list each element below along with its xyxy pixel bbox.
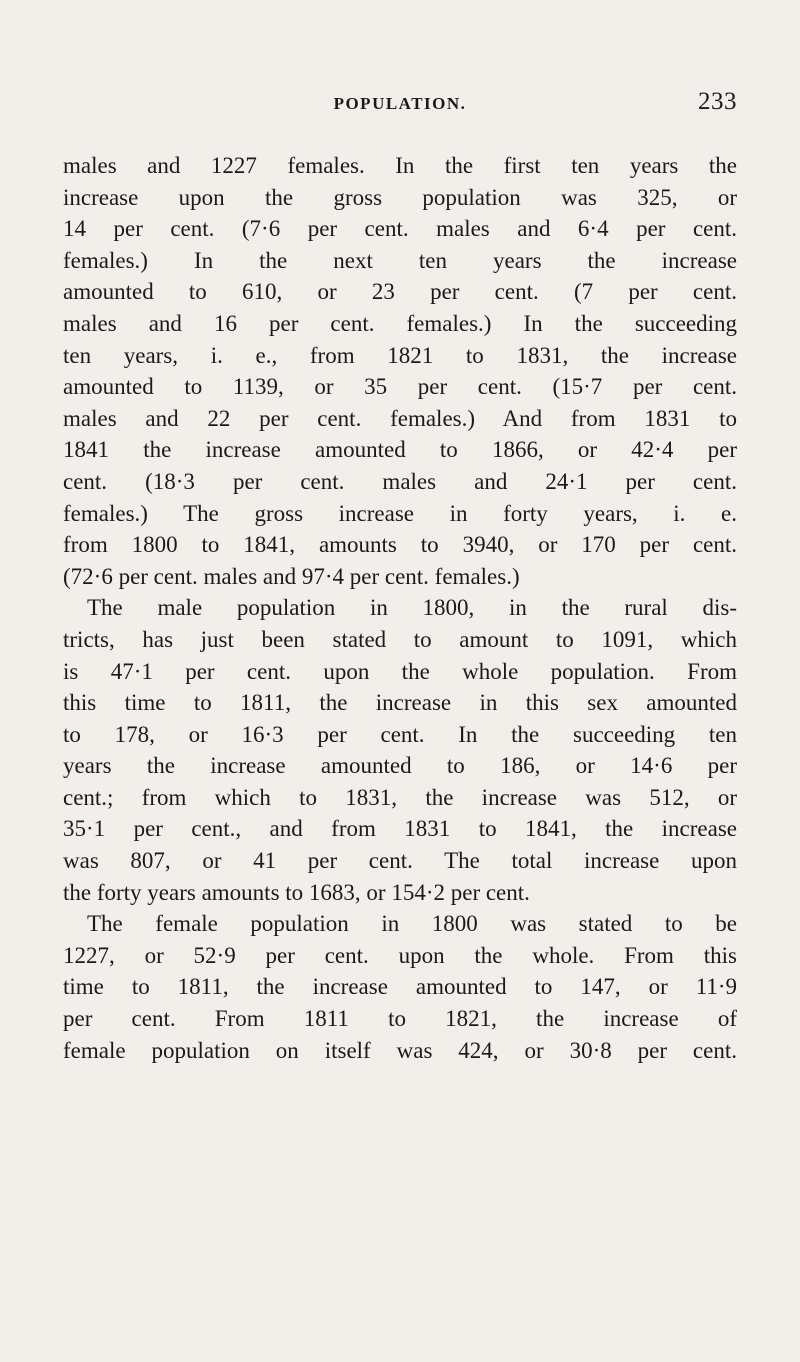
text-line: 1227, or 52·9 per cent. upon the whole. From this — [63, 942, 737, 968]
text-line: the forty years amounts to 1683, or 154·2 per cent. — [63, 879, 530, 905]
text-line: from 1800 to 1841, amounts to 3940, or 170 per cent. — [63, 532, 737, 558]
page-number: 233 — [698, 88, 737, 115]
text-line: males and 1227 females. In the first ten years the — [63, 153, 737, 178]
body-text — [63, 150, 737, 1066]
text-line: tricts, has just been stated to amount to 1091, which — [63, 626, 737, 652]
text-line: this time to 1811, the increase in this sex amounted — [63, 690, 737, 716]
text-line: cent.; from which to 1831, the increase was 512, or — [63, 784, 737, 810]
text-line: cent. (18·3 per cent. males and 24·1 per cent. — [63, 468, 737, 494]
text-line: males and 16 per cent. females.) In the succeeding — [63, 310, 737, 336]
text-line: The male population in 1800, in the rural dis- — [87, 595, 737, 621]
running-title: POPULATION. — [333, 94, 467, 113]
text-line: 14 per cent. (7·6 per cent. males and 6·4 per cent. — [63, 216, 737, 242]
text-line: increase upon the gross population was 325, or — [63, 184, 737, 210]
text-line: time to 1811, the increase amounted to 147, or 11·9 — [63, 974, 737, 1000]
text-line: to 178, or 16·3 per cent. In the succeeding ten — [63, 721, 737, 747]
text-line: males and 22 per cent. females.) And from 1831 to — [63, 405, 737, 431]
running-head — [63, 88, 737, 122]
text-line: ten years, i. e., from 1821 to 1831, the increase — [63, 342, 737, 368]
text-line: amounted to 1139, or 35 per cent. (15·7 per cent. — [63, 374, 737, 400]
text-line: years the increase amounted to 186, or 14·6 per — [63, 753, 737, 779]
text-line: The female population in 1800 was stated to be — [87, 911, 737, 937]
text-line: female population on itself was 424, or 30·8 per cent. — [63, 1037, 737, 1063]
text-line: 35·1 per cent., and from 1831 to 1841, the increase — [63, 816, 737, 842]
text-line: is 47·1 per cent. upon the whole population. From — [63, 658, 737, 684]
text-line: females.) The gross increase in forty years, i. e. — [63, 500, 737, 526]
text-line: per cent. From 1811 to 1821, the increase of — [63, 1006, 737, 1032]
text-line: amounted to 610, or 23 per cent. (7 per cent. — [63, 279, 737, 305]
text-line: was 807, or 41 per cent. The total increase upon — [63, 848, 737, 874]
text-line: females.) In the next ten years the increase — [63, 247, 737, 273]
text-line: (72·6 per cent. males and 97·4 per cent. females.) — [63, 563, 520, 589]
text-line: 1841 the increase amounted to 1866, or 42·4 per — [63, 437, 737, 463]
